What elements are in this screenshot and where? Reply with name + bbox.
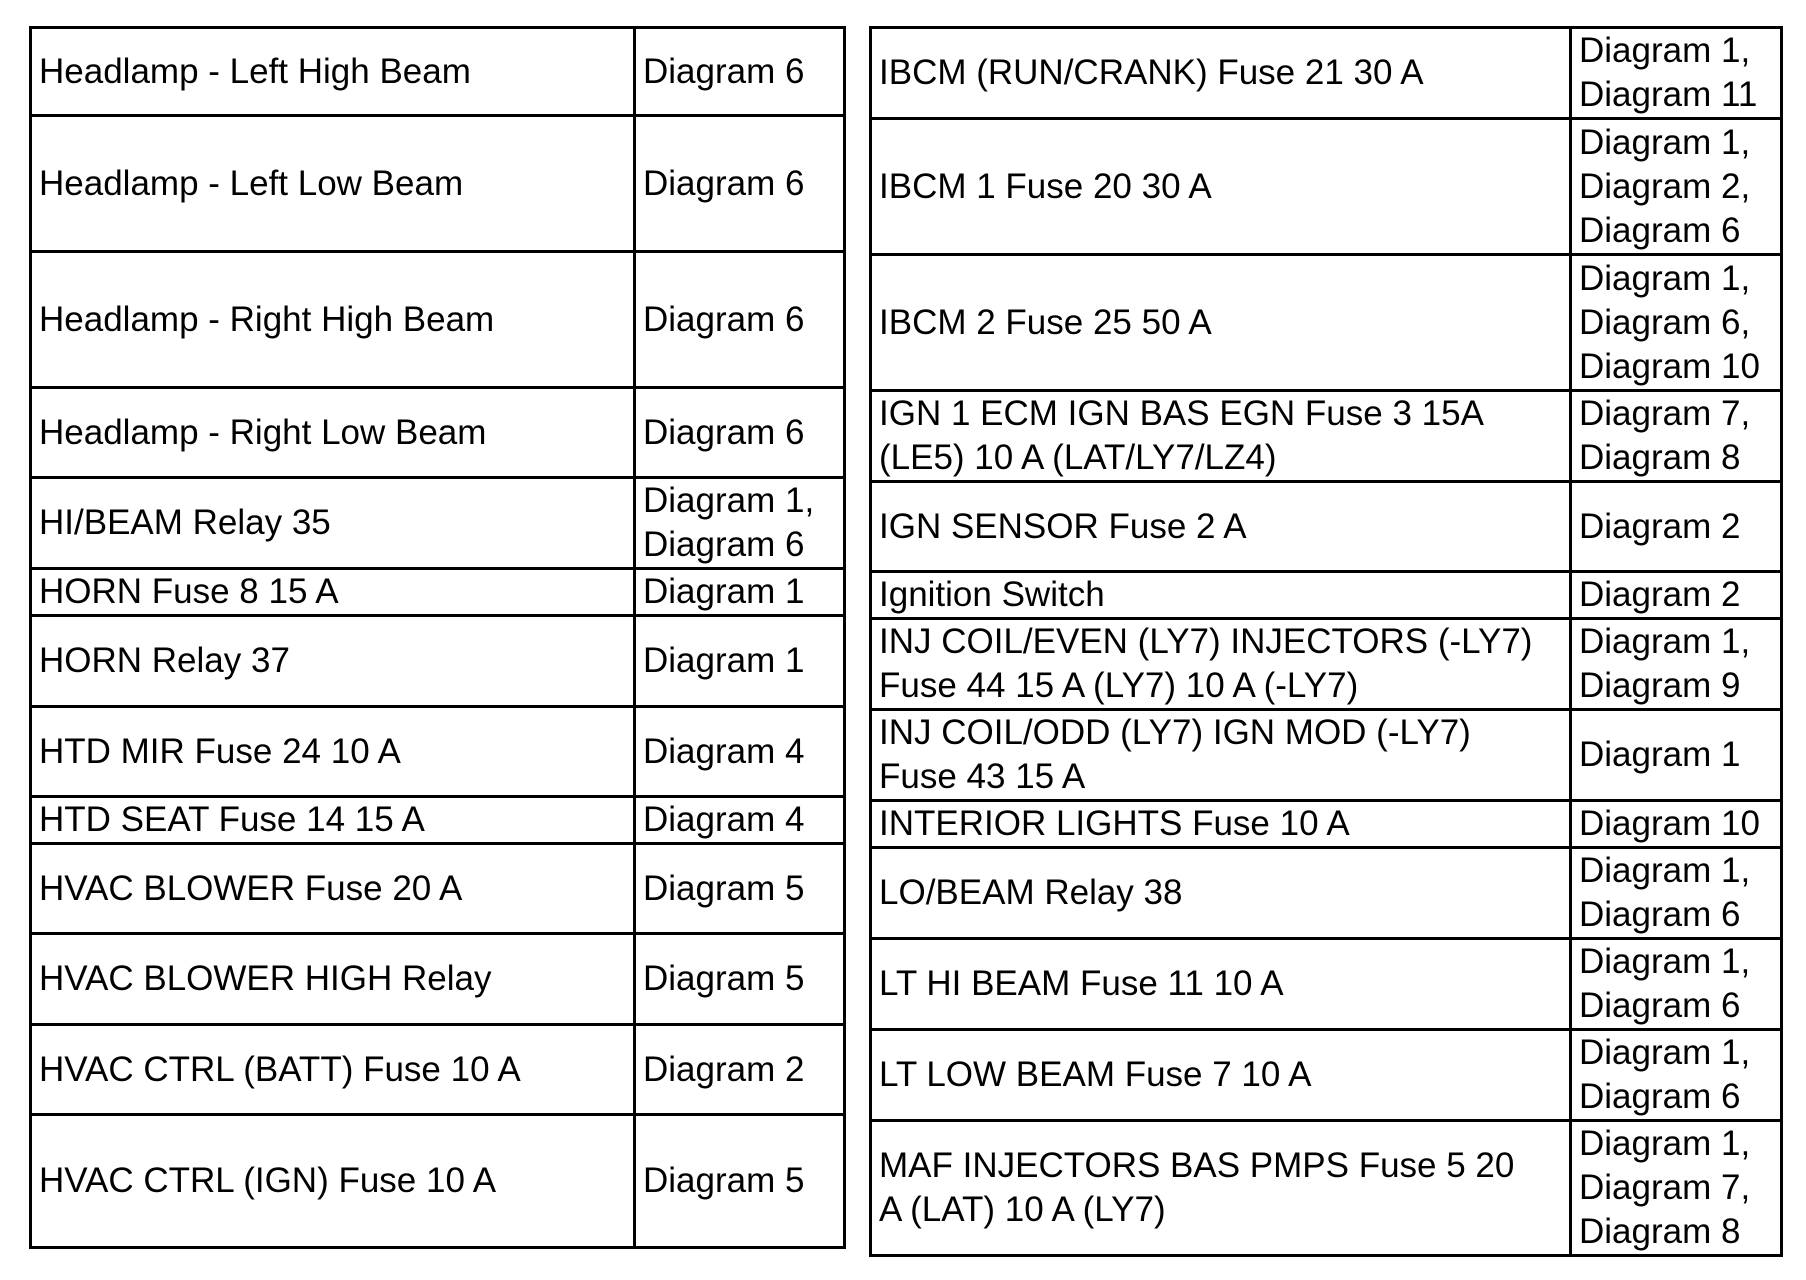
component-index-table-right (869, 26, 1783, 1257)
table-row (31, 797, 845, 844)
table-row (31, 116, 845, 252)
component-cell: HVAC CTRL (BATT) Fuse 10 A (31, 1025, 635, 1115)
table-row (871, 801, 1782, 848)
component-cell: INJ COIL/ODD (LY7) IGN MOD (-LY7) Fuse 43 15 A (871, 710, 1571, 801)
component-cell: IBCM (RUN/CRANK) Fuse 21 30 A (871, 28, 1571, 119)
component-cell: LT LOW BEAM Fuse 7 10 A (871, 1030, 1571, 1121)
diagram-reference-cell: Diagram 2 (1571, 482, 1782, 572)
diagram-reference-cell: Diagram 5 (635, 844, 845, 934)
table-row (871, 1030, 1782, 1121)
component-cell: HORN Relay 37 (31, 616, 635, 707)
component-cell: IBCM 1 Fuse 20 30 A (871, 119, 1571, 255)
diagram-reference-cell: Diagram 1, Diagram 6 (1571, 848, 1782, 939)
component-index-document (29, 26, 1780, 1251)
diagram-reference-cell: Diagram 5 (635, 1115, 845, 1248)
table-row (31, 616, 845, 707)
table-row (31, 934, 845, 1025)
table-row (31, 1115, 845, 1248)
component-cell: HTD MIR Fuse 24 10 A (31, 707, 635, 797)
diagram-reference-cell: Diagram 4 (635, 797, 845, 844)
diagram-reference-cell: Diagram 1, Diagram 2, Diagram 6 (1571, 119, 1782, 255)
component-cell: LT HI BEAM Fuse 11 10 A (871, 939, 1571, 1030)
table-row (31, 252, 845, 388)
table-row (871, 939, 1782, 1030)
component-cell: HVAC BLOWER HIGH Relay (31, 934, 635, 1025)
diagram-reference-cell: Diagram 1, Diagram 6 (1571, 939, 1782, 1030)
component-cell: Headlamp - Right Low Beam (31, 388, 635, 478)
table-row (871, 482, 1782, 572)
diagram-reference-cell: Diagram 1 (1571, 710, 1782, 801)
diagram-reference-cell: Diagram 1, Diagram 6 (1571, 1030, 1782, 1121)
diagram-reference-cell: Diagram 1, Diagram 7, Diagram 8 (1571, 1121, 1782, 1256)
table-row (31, 478, 845, 569)
table-row (871, 1121, 1782, 1256)
component-cell: LO/BEAM Relay 38 (871, 848, 1571, 939)
component-cell: HORN Fuse 8 15 A (31, 569, 635, 616)
diagram-reference-cell: Diagram 4 (635, 707, 845, 797)
component-cell: HVAC BLOWER Fuse 20 A (31, 844, 635, 934)
table-row (31, 28, 845, 116)
component-cell: INJ COIL/EVEN (LY7) INJECTORS (-LY7) Fuse 44 15 A (LY7) 10 A (-LY7) (871, 619, 1571, 710)
table-row (871, 255, 1782, 391)
diagram-reference-cell: Diagram 6 (635, 388, 845, 478)
diagram-reference-cell: Diagram 1, Diagram 6, Diagram 10 (1571, 255, 1782, 391)
table-row (871, 619, 1782, 710)
component-cell: MAF INJECTORS BAS PMPS Fuse 5 20 A (LAT) 10 A (LY7) (871, 1121, 1571, 1256)
table-row (31, 707, 845, 797)
diagram-reference-cell: Diagram 1, Diagram 9 (1571, 619, 1782, 710)
table-row (31, 844, 845, 934)
component-cell: HVAC CTRL (IGN) Fuse 10 A (31, 1115, 635, 1248)
diagram-reference-cell: Diagram 2 (1571, 572, 1782, 619)
table-row (871, 119, 1782, 255)
diagram-reference-cell: Diagram 1, Diagram 11 (1571, 28, 1782, 119)
component-cell: Ignition Switch (871, 572, 1571, 619)
table-row (871, 572, 1782, 619)
component-cell: IGN 1 ECM IGN BAS EGN Fuse 3 15A (LE5) 10 A (LAT/LY7/LZ4) (871, 391, 1571, 482)
diagram-reference-cell: Diagram 1, Diagram 6 (635, 478, 845, 569)
diagram-reference-cell: Diagram 1 (635, 616, 845, 707)
component-cell: IGN SENSOR Fuse 2 A (871, 482, 1571, 572)
diagram-reference-cell: Diagram 5 (635, 934, 845, 1025)
component-cell: INTERIOR LIGHTS Fuse 10 A (871, 801, 1571, 848)
diagram-reference-cell: Diagram 6 (635, 252, 845, 388)
component-cell: HTD SEAT Fuse 14 15 A (31, 797, 635, 844)
component-cell: Headlamp - Left High Beam (31, 28, 635, 116)
component-index-table-left (29, 26, 846, 1249)
component-cell: Headlamp - Left Low Beam (31, 116, 635, 252)
diagram-reference-cell: Diagram 6 (635, 28, 845, 116)
component-cell: IBCM 2 Fuse 25 50 A (871, 255, 1571, 391)
table-row (871, 28, 1782, 119)
component-cell: HI/BEAM Relay 35 (31, 478, 635, 569)
table-row (871, 710, 1782, 801)
component-cell: Headlamp - Right High Beam (31, 252, 635, 388)
diagram-reference-cell: Diagram 10 (1571, 801, 1782, 848)
table-row (871, 848, 1782, 939)
diagram-reference-cell: Diagram 6 (635, 116, 845, 252)
table-row (31, 1025, 845, 1115)
table-row (871, 391, 1782, 482)
diagram-reference-cell: Diagram 1 (635, 569, 845, 616)
diagram-reference-cell: Diagram 7, Diagram 8 (1571, 391, 1782, 482)
table-row (31, 388, 845, 478)
table-row (31, 569, 845, 616)
diagram-reference-cell: Diagram 2 (635, 1025, 845, 1115)
